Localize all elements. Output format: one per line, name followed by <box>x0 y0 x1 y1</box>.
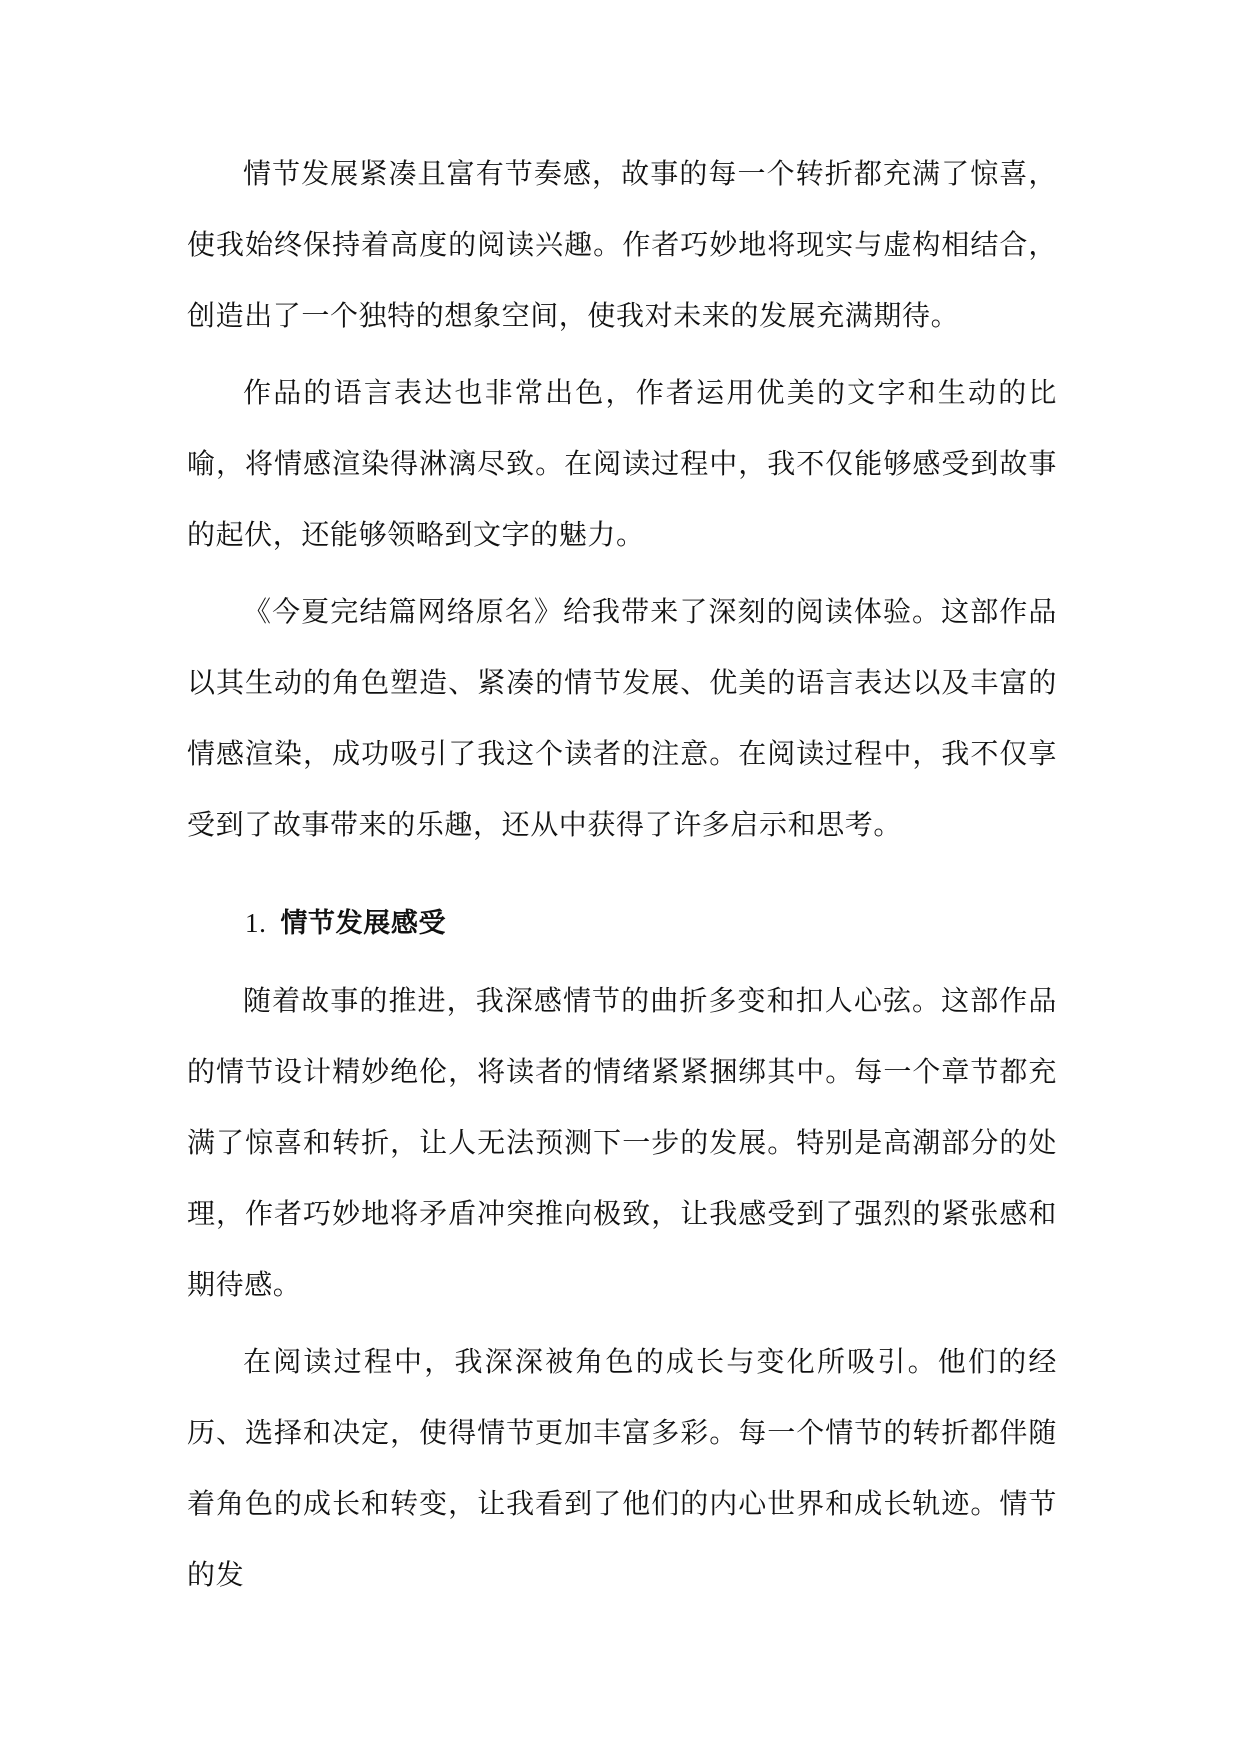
body-paragraph: 在阅读过程中，我深深被角色的成长与变化所吸引。他们的经历、选择和决定，使得情节更加丰富多彩。每一个情节的转折都伴随着角色的成长和转变，让我看到了他们的内心世界和成长轨迹。情节的发 <box>187 1345 1057 1591</box>
body-paragraph: 随着故事的推进，我深感情节的曲折多变和扣人心弦。这部作品的情节设计精妙绝伦，将读者的情绪紧紧捆绑其中。每一个章节都充满了惊喜和转折，让人无法预测下一步的发展。特别是高潮部分的处理，作者巧妙地将矛盾冲突推向极致，让我感受到了强烈的紧张感和期待感。 <box>187 984 1057 1301</box>
body-paragraph: 《今夏完结篇网络原名》给我带来了深刻的阅读体验。这部作品以其生动的角色塑造、紧凑的情节发展、优美的语言表达以及丰富的情感渲染，成功吸引了我这个读者的注意。在阅读过程中，我不仅享受到了故事带来的乐趣，还从中获得了许多启示和思考。 <box>187 595 1057 841</box>
section-title: 情节发展感受 <box>280 908 447 939</box>
body-paragraph: 情节发展紧凑且富有节奏感，故事的每一个转折都充满了惊喜，使我始终保持着高度的阅读兴趣。作者巧妙地将现实与虚构相结合，创造出了一个独特的想象空间，使我对未来的发展充满期待。 <box>187 157 1057 332</box>
document-page <box>187 138 1057 1616</box>
body-paragraph: 作品的语言表达也非常出色，作者运用优美的文字和生动的比喻，将情感渲染得淋漓尽致。在阅读过程中，我不仅能够感受到故事的起伏，还能够领略到文字的魅力。 <box>187 376 1057 551</box>
section-heading <box>187 888 1057 959</box>
section-number: 1. <box>245 908 267 938</box>
